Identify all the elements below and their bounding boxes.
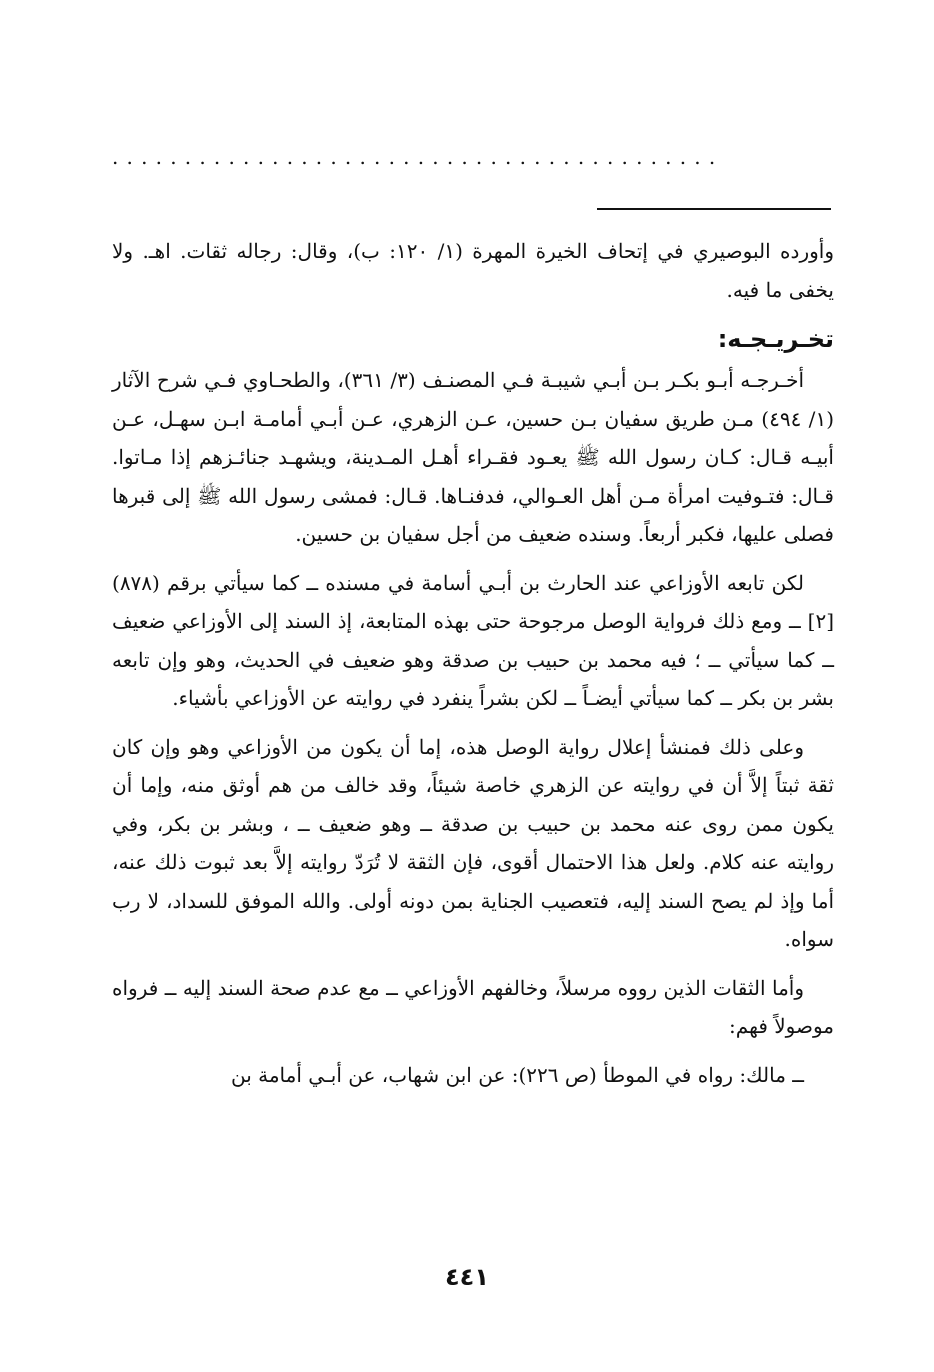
footnote-text: وأورده البوصيري في إتحاف الخيرة المهرة (١/ ١٢٠: ب)، وقال: رجاله ثقات. اهـ. ولا يخفى ما فيه. bbox=[112, 239, 834, 302]
paragraph-5: ــ مالك: رواه في الموطأ (ص ٢٢٦): عن ابن شهاب، عن أبـي أمامة بن bbox=[230, 1062, 804, 1087]
paragraph-4: وأما الثقات الذين رووه مرسلاً، وخالفهم الأوزاعي ــ مع عدم صحة السند إليه ــ فرواه موصولاً فهم: bbox=[112, 975, 834, 1038]
page-body bbox=[112, 232, 834, 1104]
footnote-rule bbox=[597, 208, 831, 210]
paragraph-3: وعلى ذلك فمنشأ إعلال رواية الوصل هذه، إما أن يكون من الأوزاعي وهو وإن كان ثقة ثبتاً إلاَّ أن في روايته عن الزهري خاصة شيئاً، وقد خالف من هم أوثق منه، وإما أن يكون ممن روى عنه محمد بن حبيب بن صدقة ــ وهو ضعيف ــ ، وبشر بن بكر، وفي روايته عنه كلام. ولعل هذا الاحتمال أقوى، فإن الثقة لا تُرَدّ روايته إلاَّ بعد ثبوت ذلك عنه، أما وإذ لم يصح السند إليه، فتعصيب الجناية بمن دونه أولى. والله الموفق للسداد، لا رب سواه. bbox=[112, 734, 834, 951]
separator-dots: .......................................... bbox=[112, 145, 724, 169]
section-heading: تخـريـجـه: bbox=[717, 325, 834, 353]
paragraph-1: أخـرجـه أبـو بكـر بـن أبـي شيبـة فـي المصنـف (٣/ ٣٦١)، والطحـاوي فـي شرح الآثار (١/ ٤٩٤) مـن طريق سفيان بـن حسين، عـن الزهري، عـن أبـي أمامـة ابـن سهـل، عـن أبيـه قـال: كـان رسول الله ﷺ يعـود فقـراء أهـل المـدينة، ويشهـد جنائـزهم إذا مـاتوا. قـال: فتـوفيت امرأة مـن أهل العـوالي، فدفنـاها. قـال: فمشى رسول الله ﷺ إلى قبرها فصلى عليها، فكبر أربعاً. وسنده ضعيف من أجل سفيان بن حسين. bbox=[112, 368, 834, 546]
paragraph-2: لكن تابعه الأوزاعي عند الحارث بن أبـي أسامة في مسنده ــ كما سيأتي برقم (٨٧٨) [٢] ــ ومع ذلك فرواية الوصل مرجوحة حتى بهذه المتابعة، إذ السند إلى الأوزاعي ضعيف ــ كما سيأتي ــ ؛ فيه محمد بن حبيب بن صدقة وهو ضعيف في الحديث، وهو وإن تابعه بشر بن بكر ــ كما سيأتي أيضـاً ــ لكن بشراً ينفرد في روايته عن الأوزاعي بأشياء. bbox=[112, 570, 834, 710]
page-number: ٤٤١ bbox=[445, 1263, 489, 1291]
